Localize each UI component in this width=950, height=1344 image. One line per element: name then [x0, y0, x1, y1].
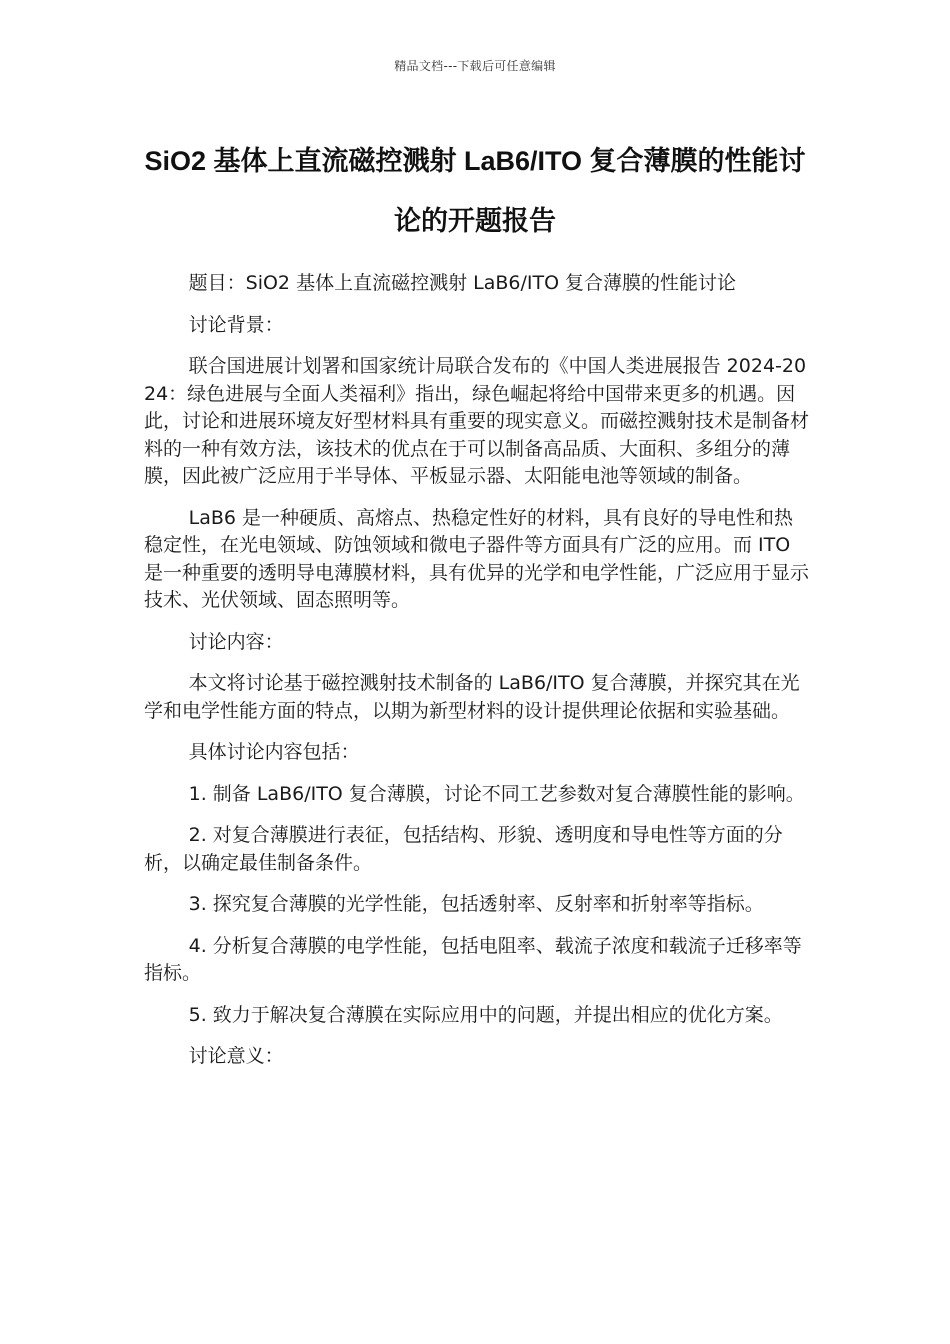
paragraph-content: 本文将讨论基于磁控溅射技术制备的 LaB6/ITO 复合薄膜，并探究其在光学和电学性能方面的特点，以期为新型材料的设计提供理论依据和实验基础。 [144, 672, 800, 722]
list-item: 2. 对复合薄膜进行表征，包括结构、形貌、透明度和导电性等方面的分析，以确定最佳制备条件。 [144, 824, 783, 874]
list-item: 4. 分析复合薄膜的电学性能，包括电阻率、载流子浓度和载流子迁移率等指标。 [144, 934, 802, 984]
list-item: 5. 致力于解决复合薄膜在实际应用中的问题，并提出相应的优化方案。 [188, 1003, 783, 1026]
list-item: 3. 探究复合薄膜的光学性能，包括透射率、反射率和折射率等指标。 [188, 893, 764, 915]
page-header: 精品文档---下载后可任意编辑 [394, 59, 556, 73]
paragraph-lab6-ito: LaB6 是一种硬质、高熔点、热稳定性好的材料，具有良好的导电性和热稳定性，在光电领域、防蚀领域和微电子器件等方面具有广泛的应用。而 ITO 是一种重要的透明导电薄膜材料，具有优异的光学和电学性能，广泛应用于显示技术、光伏领域、固态照明等。 [144, 506, 810, 611]
paragraph-topic: 题目：SiO2 基体上直流磁控溅射 LaB6/ITO 复合薄膜的性能讨论 [188, 272, 737, 294]
list-item: 1. 制备 LaB6/ITO 复合薄膜，讨论不同工艺参数对复合薄膜性能的影响。 [188, 782, 805, 805]
document-title: SiO2 基体上直流磁控溅射 LaB6/ITO 复合薄膜的性能讨论的开题报告 [144, 146, 806, 236]
heading-background: 讨论背景： [188, 313, 284, 336]
heading-content: 讨论内容： [188, 630, 284, 653]
document-body [144, 270, 810, 1085]
heading-specific-content: 具体讨论内容包括： [188, 741, 360, 763]
paragraph-background: 联合国进展计划署和国家统计局联合发布的《中国人类进展报告 2024-2024：绿色进展与全面人类福利》指出，绿色崛起将给中国带来更多的机遇。因此，讨论和进展环境友好型材料具有重要的现实意义。而磁控溅射技术是制备材料的一种有效方法，该技术的优点在于可以制备高品质、大面积、多组分的薄膜，因此被广泛应用于半导体、平板显示器、太阳能电池等领域的制备。 [144, 355, 810, 487]
heading-significance: 讨论意义： [188, 1045, 284, 1067]
